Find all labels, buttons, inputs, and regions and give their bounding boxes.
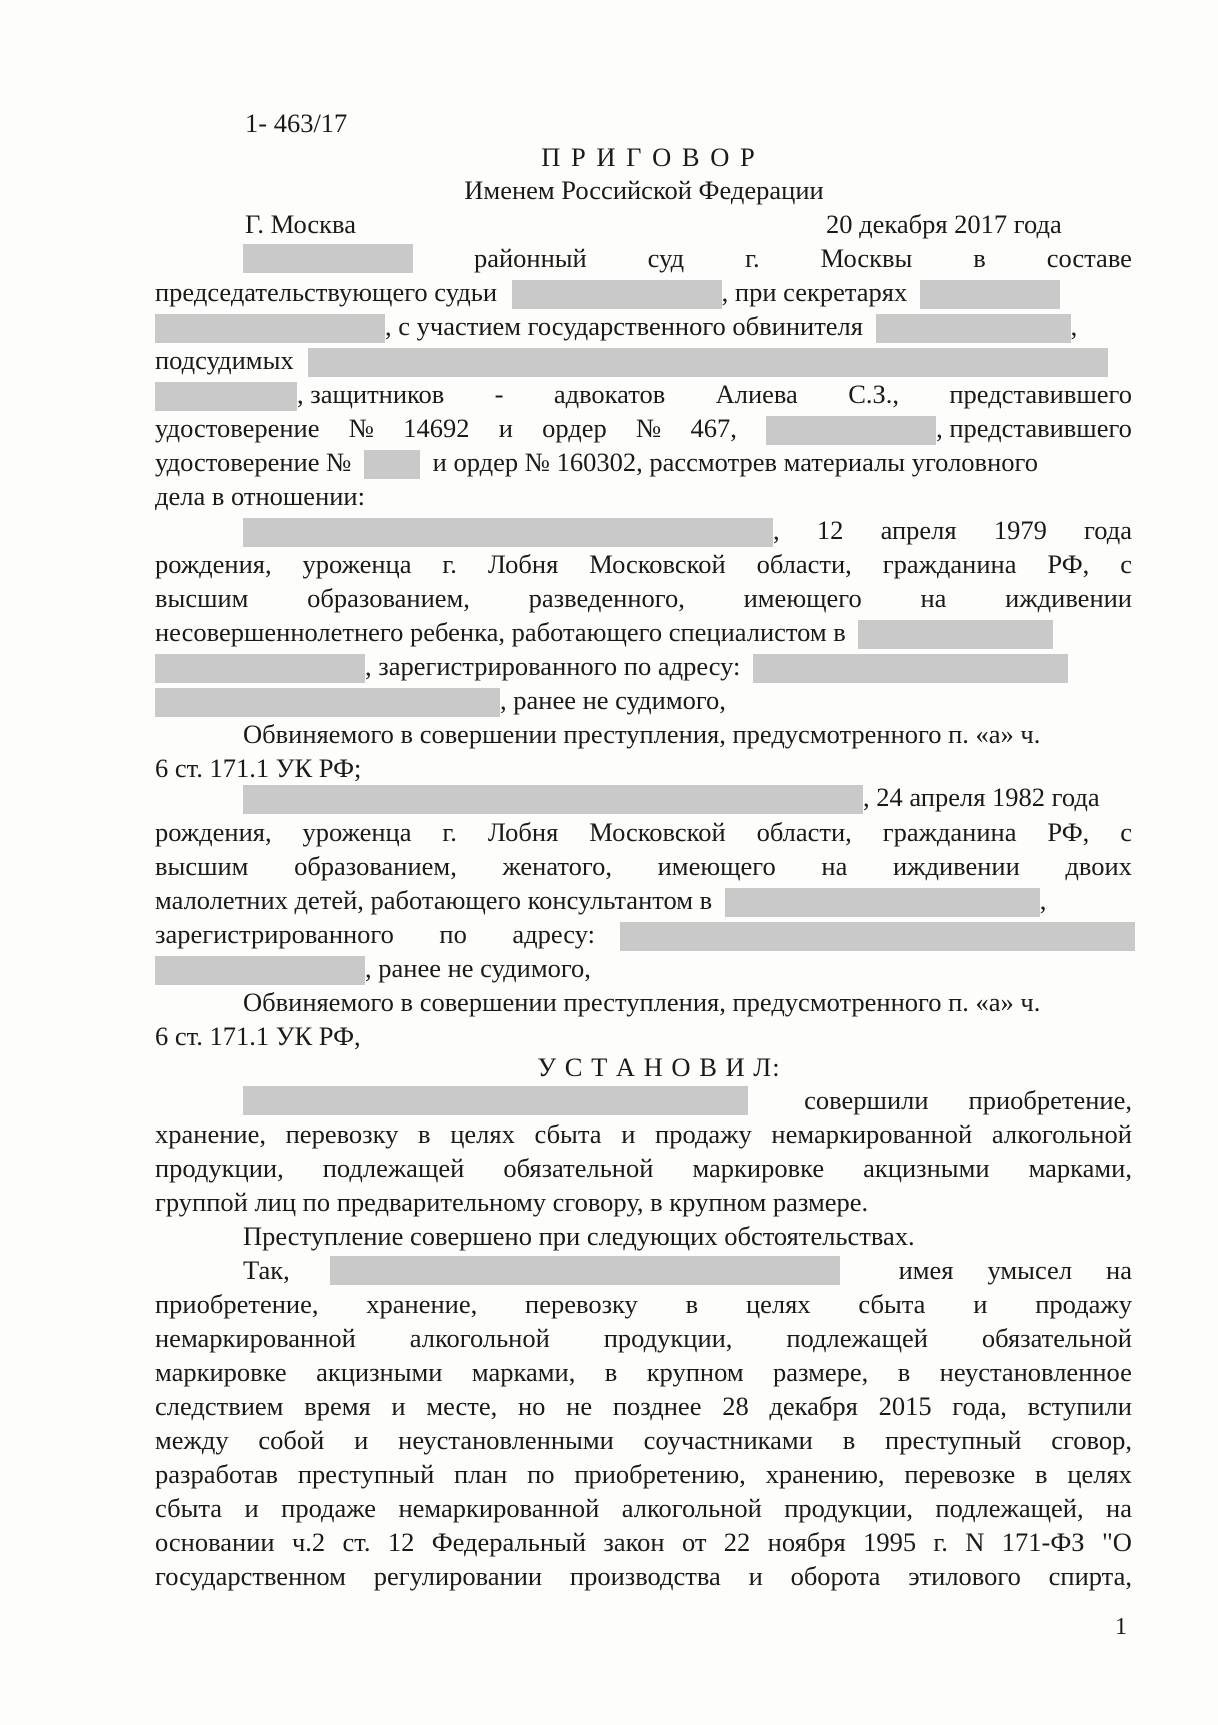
established-p3-line-1 bbox=[155, 1253, 1132, 1287]
word: совершили bbox=[804, 1085, 929, 1115]
word: преступный bbox=[885, 1425, 1022, 1455]
word: алкогольной bbox=[991, 1119, 1132, 1149]
word: с bbox=[1120, 549, 1132, 579]
word: целях bbox=[1067, 1459, 1132, 1489]
redaction bbox=[858, 620, 1053, 649]
word: алкогольной bbox=[621, 1493, 762, 1523]
defendant1-charge-1 bbox=[155, 717, 1132, 751]
word: сбыта bbox=[155, 1493, 223, 1523]
word: продукции, bbox=[784, 1493, 913, 1523]
redaction bbox=[243, 785, 863, 814]
text: , зарегистрированного по адресу: bbox=[365, 651, 741, 681]
defendant1-line-6 bbox=[155, 683, 1132, 717]
redaction bbox=[155, 956, 365, 985]
word: подлежащей bbox=[786, 1323, 928, 1353]
text: , bbox=[1070, 311, 1078, 341]
word: г. bbox=[745, 243, 760, 273]
word: приобретение, bbox=[968, 1085, 1132, 1115]
word: ордер bbox=[542, 413, 607, 443]
document-title: П Р И Г О В О Р bbox=[541, 142, 757, 172]
text: , ранее не судимого, bbox=[500, 685, 726, 715]
redaction bbox=[243, 1086, 748, 1115]
word: иждивении bbox=[892, 851, 1020, 881]
established-p1-line-1 bbox=[155, 1083, 1132, 1117]
word: 1995 bbox=[863, 1527, 917, 1557]
word: и bbox=[621, 1119, 636, 1149]
defendant1-line-1 bbox=[155, 513, 1132, 547]
word: марками, bbox=[471, 1357, 576, 1387]
word: рождения, bbox=[155, 549, 272, 579]
established-p2 bbox=[155, 1219, 1132, 1253]
word: соучастниками bbox=[643, 1425, 813, 1455]
established-p1-line-3 bbox=[155, 1151, 1132, 1185]
word: в bbox=[973, 243, 986, 273]
word: подлежащей, bbox=[935, 1493, 1084, 1523]
word: 28 bbox=[722, 1391, 749, 1421]
word: немаркированной bbox=[155, 1323, 356, 1353]
redaction bbox=[155, 314, 385, 343]
word: план bbox=[454, 1459, 508, 1489]
word: и bbox=[748, 1561, 763, 1591]
established-p3-line-5 bbox=[155, 1389, 1132, 1423]
word: и bbox=[391, 1391, 406, 1421]
word: хранению, bbox=[765, 1459, 885, 1489]
date: 20 декабря 2017 года bbox=[826, 209, 1062, 239]
word: высшим bbox=[155, 851, 249, 881]
word: разработав bbox=[155, 1459, 279, 1489]
established-p1-line-2 bbox=[155, 1117, 1132, 1151]
word: высшим bbox=[155, 583, 249, 613]
text: , при секретарях bbox=[721, 277, 908, 307]
redaction bbox=[766, 416, 936, 445]
intro-line-8 bbox=[155, 479, 1132, 513]
word: РФ, bbox=[1047, 549, 1090, 579]
defendant1-line-2 bbox=[155, 547, 1132, 581]
word: акцизными bbox=[316, 1357, 443, 1387]
redaction bbox=[753, 654, 1068, 683]
word: образованием, bbox=[307, 583, 470, 613]
word: в bbox=[418, 1119, 431, 1149]
word: рождения, bbox=[155, 817, 272, 847]
redaction bbox=[155, 654, 365, 683]
word: продукции, bbox=[155, 1153, 284, 1183]
word: акцизными bbox=[863, 1153, 990, 1183]
place: Г. Москва bbox=[245, 209, 356, 239]
word: по bbox=[439, 919, 467, 949]
word: от bbox=[681, 1527, 707, 1557]
redaction bbox=[155, 382, 297, 411]
established-p3-line-3 bbox=[155, 1321, 1132, 1355]
word: перевозку bbox=[285, 1119, 399, 1149]
word: суд bbox=[647, 243, 685, 273]
word: Алиева bbox=[715, 379, 798, 409]
word: целях bbox=[450, 1119, 515, 1149]
word: и bbox=[498, 413, 513, 443]
established-p3-line-2 bbox=[155, 1287, 1132, 1321]
word: в bbox=[842, 1425, 856, 1455]
intro-line-7 bbox=[155, 445, 1132, 479]
word: на bbox=[1106, 1493, 1132, 1523]
defendant2-line-6 bbox=[155, 951, 1132, 985]
established-p3-line-7 bbox=[155, 1457, 1132, 1491]
word: обязательной bbox=[503, 1153, 654, 1183]
word: 171-ФЗ bbox=[1001, 1527, 1085, 1557]
established-p3-line-6 bbox=[155, 1423, 1132, 1457]
word: месте, bbox=[426, 1391, 498, 1421]
defendant1-line-5 bbox=[155, 649, 1132, 683]
page-number: 1 bbox=[1115, 1614, 1127, 1640]
word: декабря bbox=[769, 1391, 858, 1421]
word: гражданина bbox=[882, 817, 1017, 847]
text: группой лиц по предварительному сговору, в крупном размере. bbox=[155, 1187, 869, 1217]
word: основании bbox=[155, 1527, 275, 1557]
case-number: 1- 463/17 bbox=[245, 108, 348, 138]
word: подлежащей bbox=[322, 1153, 465, 1183]
word: гражданина bbox=[882, 549, 1017, 579]
word: немаркированной bbox=[398, 1493, 600, 1523]
word: зарегистрированного bbox=[155, 919, 394, 949]
word: и bbox=[973, 1289, 988, 1319]
word: продажу bbox=[655, 1119, 752, 1149]
text: , с участием государственного обвинителя bbox=[385, 311, 863, 341]
word: женатого, bbox=[502, 851, 612, 881]
word: государственном bbox=[155, 1561, 346, 1591]
defendant2-charge-2 bbox=[155, 1019, 1132, 1053]
word: продаже bbox=[281, 1493, 377, 1523]
word: и bbox=[354, 1425, 369, 1455]
text: и ордер № 160302, рассмотрев материалы уголовного bbox=[432, 447, 1038, 477]
word: образованием, bbox=[294, 851, 457, 881]
word: и bbox=[244, 1493, 259, 1523]
word: марками, bbox=[1028, 1153, 1132, 1183]
established-p3-line-10 bbox=[155, 1559, 1132, 1593]
redaction bbox=[243, 244, 413, 273]
word: области, bbox=[756, 549, 852, 579]
redaction bbox=[243, 518, 773, 547]
intro-line-6 bbox=[155, 411, 1132, 445]
redaction bbox=[308, 348, 1108, 377]
text: малолетних детей, работающего консультантом в bbox=[155, 885, 713, 915]
word: регулировании bbox=[373, 1561, 543, 1591]
word: № bbox=[635, 413, 662, 443]
word: перевозке bbox=[904, 1459, 1016, 1489]
word: сбыта bbox=[534, 1119, 602, 1149]
word: сбыта bbox=[858, 1289, 926, 1319]
redaction bbox=[920, 280, 1060, 309]
word: области, bbox=[756, 817, 852, 847]
word: в bbox=[897, 1357, 911, 1387]
word: время bbox=[304, 1391, 371, 1421]
word: 14692 bbox=[403, 413, 470, 443]
word: маркировке bbox=[155, 1357, 287, 1387]
word: № bbox=[348, 413, 374, 443]
word: в bbox=[1035, 1459, 1048, 1489]
text: удостоверение № bbox=[155, 447, 352, 477]
word: собой bbox=[258, 1425, 325, 1455]
word: следствием bbox=[155, 1391, 284, 1421]
established-p3-line-9 bbox=[155, 1525, 1132, 1559]
text: , представившего bbox=[936, 412, 1132, 443]
word: года, bbox=[952, 1391, 1007, 1421]
word: Федеральный bbox=[431, 1527, 587, 1557]
defendant2-line-4 bbox=[155, 883, 1132, 917]
word: адвокатов bbox=[553, 379, 666, 409]
word: но bbox=[517, 1391, 546, 1421]
established-p3-line-8 bbox=[155, 1491, 1132, 1525]
text: Обвиняемого в совершении преступления, предусмотренного п. «а» ч. bbox=[243, 987, 1041, 1017]
word: позднее bbox=[612, 1391, 702, 1421]
document-subtitle: Именем Российской Федерации bbox=[464, 175, 824, 205]
word: по bbox=[527, 1459, 555, 1489]
word: уроженца bbox=[302, 549, 412, 579]
word: в bbox=[685, 1289, 699, 1319]
established-p1-line-4 bbox=[155, 1185, 1132, 1219]
intro-line-3 bbox=[155, 309, 1132, 343]
word: г. bbox=[442, 817, 457, 847]
word: целях bbox=[745, 1289, 811, 1319]
word: районный bbox=[473, 243, 587, 273]
word: немаркированной bbox=[771, 1119, 973, 1149]
defendant2-charge-1 bbox=[155, 985, 1132, 1019]
word: на bbox=[821, 851, 848, 881]
text: Преступление совершено при следующих обстоятельствах. bbox=[243, 1221, 915, 1251]
word: апреля bbox=[880, 515, 957, 545]
established-p3-line-4 bbox=[155, 1355, 1132, 1389]
intro-line-2 bbox=[155, 275, 1132, 309]
word: 467, bbox=[690, 413, 737, 443]
word: этилового bbox=[908, 1561, 1021, 1591]
word: 1979 bbox=[993, 515, 1047, 545]
word: не bbox=[566, 1391, 593, 1421]
word: года bbox=[1084, 515, 1132, 545]
redaction bbox=[620, 922, 1135, 951]
word: имея bbox=[898, 1255, 954, 1285]
word: маркировке bbox=[692, 1153, 825, 1183]
word: крупном bbox=[646, 1357, 744, 1387]
word: между bbox=[155, 1425, 229, 1455]
redaction bbox=[155, 688, 500, 717]
word: на bbox=[920, 583, 947, 613]
word: приобретению, bbox=[574, 1459, 746, 1489]
word: двоих bbox=[1065, 851, 1132, 881]
word: Московской bbox=[589, 549, 726, 579]
text: , bbox=[1039, 885, 1047, 915]
word: г. bbox=[442, 549, 457, 579]
word: разведенного, bbox=[528, 583, 685, 613]
word: спирта, bbox=[1048, 1561, 1132, 1591]
defendant2-line-2 bbox=[155, 815, 1132, 849]
word: хранение, bbox=[366, 1289, 478, 1319]
word: уроженца bbox=[302, 817, 412, 847]
redaction bbox=[876, 314, 1071, 343]
text: подсудимых bbox=[155, 345, 294, 375]
redaction bbox=[364, 450, 420, 479]
word: ч.2 bbox=[291, 1527, 326, 1557]
word: 22 bbox=[723, 1527, 751, 1557]
intro-line-1 bbox=[155, 241, 1132, 275]
word: обязательной bbox=[981, 1323, 1132, 1353]
word: неустановленными bbox=[398, 1425, 614, 1455]
defendant2-line-3 bbox=[155, 849, 1132, 883]
word: преступный bbox=[297, 1459, 435, 1489]
word: 2015 bbox=[878, 1391, 932, 1421]
word: имеющего bbox=[657, 851, 776, 881]
word: производства bbox=[569, 1561, 721, 1591]
word: продажу bbox=[1035, 1289, 1132, 1319]
word: продукции, bbox=[603, 1323, 733, 1353]
word: закон bbox=[603, 1527, 665, 1557]
word: ноября bbox=[767, 1527, 846, 1557]
word: вступили bbox=[1027, 1391, 1132, 1421]
word: Лобня bbox=[487, 549, 559, 579]
intro-line-5 bbox=[155, 377, 1132, 411]
text: , ранее не судимого, bbox=[365, 953, 591, 983]
text: председательствующего судьи bbox=[155, 277, 498, 307]
text: Обвиняемого в совершении преступления, предусмотренного п. «а» ч. bbox=[243, 719, 1041, 749]
word: , bbox=[773, 514, 780, 545]
word: N bbox=[965, 1527, 985, 1557]
word: Лобня bbox=[487, 817, 559, 847]
word: приобретение, bbox=[155, 1289, 319, 1319]
word: перевозку bbox=[525, 1289, 638, 1319]
word: Так, bbox=[243, 1255, 290, 1285]
word: ст. bbox=[342, 1527, 371, 1557]
word: - bbox=[494, 379, 504, 409]
redaction bbox=[725, 888, 1040, 917]
word: сговор, bbox=[1051, 1425, 1132, 1455]
word: адресу: bbox=[512, 919, 595, 949]
text: 6 ст. 171.1 УК РФ; bbox=[155, 753, 362, 783]
word: хранение, bbox=[155, 1119, 266, 1149]
text: , 24 апреля 1982 года bbox=[863, 782, 1100, 812]
intro-line-4 bbox=[155, 343, 1132, 377]
word: с bbox=[1120, 817, 1132, 847]
word: на bbox=[1106, 1255, 1132, 1285]
word: удостоверение bbox=[155, 413, 320, 443]
redaction bbox=[330, 1256, 840, 1285]
word: , защитников bbox=[297, 378, 445, 409]
word: 12 bbox=[387, 1527, 415, 1557]
word: составе bbox=[1046, 243, 1132, 273]
defendant1-line-4 bbox=[155, 615, 1132, 649]
word: г. bbox=[933, 1527, 948, 1557]
word: в bbox=[604, 1357, 618, 1387]
word: "О bbox=[1101, 1527, 1132, 1557]
word: размере, bbox=[773, 1357, 869, 1387]
word: иждивении bbox=[1005, 583, 1132, 613]
word: Москвы bbox=[820, 243, 913, 273]
defendant2-line-5 bbox=[155, 917, 1132, 951]
word: неустановленное bbox=[939, 1357, 1132, 1387]
text: несовершеннолетнего ребенка, работающего специалистом в bbox=[155, 617, 846, 647]
defendant1-line-3 bbox=[155, 581, 1132, 615]
text: 6 ст. 171.1 УК РФ, bbox=[155, 1021, 361, 1051]
word: алкогольной bbox=[409, 1323, 550, 1353]
word: оборота bbox=[790, 1561, 881, 1591]
word: РФ, bbox=[1047, 817, 1090, 847]
text: дела в отношении: bbox=[155, 481, 365, 511]
defendant2-line-1 bbox=[155, 780, 1132, 814]
word: С.З., bbox=[848, 379, 900, 409]
redaction bbox=[512, 280, 722, 309]
established-heading: У С Т А Н О В И Л: bbox=[537, 1052, 781, 1082]
word: умысел bbox=[987, 1255, 1073, 1285]
word: 12 bbox=[816, 515, 844, 545]
word: Московской bbox=[589, 817, 726, 847]
word: представившего bbox=[949, 379, 1132, 409]
word: имеющего bbox=[743, 583, 862, 613]
